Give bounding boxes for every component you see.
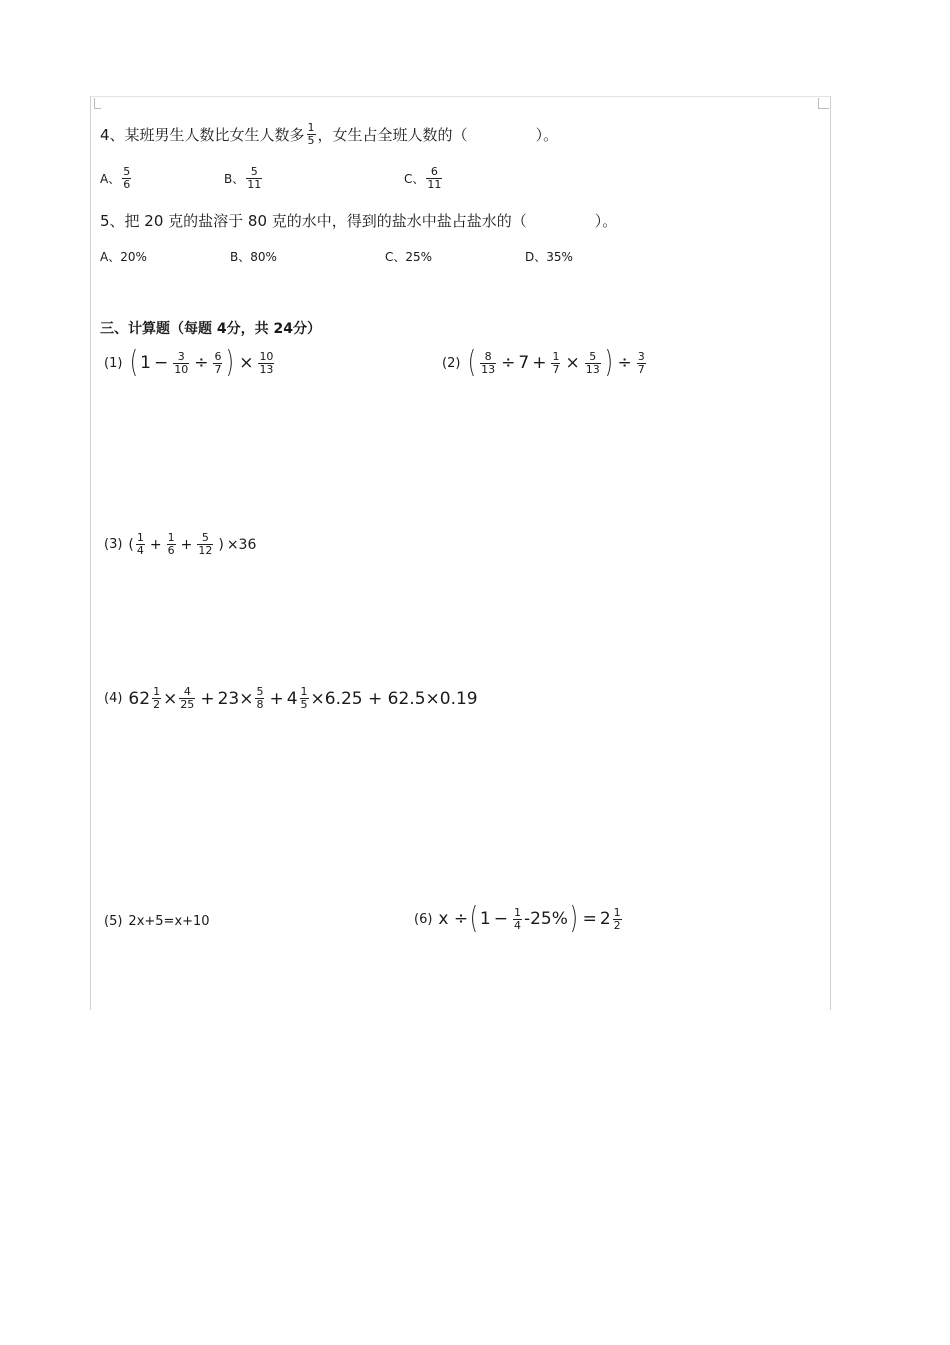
- question-4: [100, 122, 558, 147]
- problem-2: (2) ( $\frac{8}{13}$ ÷ 7 + $\frac{1}{7}$ × $\frac{5}{13}$ ) ÷ $\frac{3}{7}$: [442, 345, 645, 380]
- q4-text-after: ，女生占全班人数的（: [317, 126, 468, 144]
- problem-3: (3) ( $\frac{1}{4}$ + $\frac{1}{6}$ + $\frac{5}{12}$ ) ×36: [104, 531, 257, 557]
- q4-option-a[interactable]: A、 $\frac{5}{6}$: [100, 165, 131, 191]
- margin-corner-mark-right: [818, 98, 829, 109]
- q4-text-before: 4、某班男生人数比女生人数多: [100, 126, 305, 144]
- q5-text: 5、把 20 克的盐溶于 80 克的水中，得到的盐水中盐占盐水的（: [100, 212, 527, 230]
- q5-blank-end: ）。: [594, 212, 618, 230]
- q5-option-d[interactable]: D、35%: [525, 250, 573, 264]
- section-3-heading: 三、计算题（每题 4分，共 24分）: [100, 321, 321, 337]
- q4-option-c[interactable]: C、 $\frac{6}{11}$: [404, 165, 442, 191]
- question-5: [100, 210, 617, 231]
- problem-5: (5) 2x+5=x+10: [104, 914, 210, 929]
- q4-blank-end: ）。: [535, 126, 559, 144]
- page-border-top: [90, 96, 831, 97]
- q4-option-b[interactable]: B、 $\frac{5}{11}$: [224, 165, 262, 191]
- q4-fraction: $\frac{1}{5}$: [307, 121, 315, 147]
- page-border-right: [830, 96, 831, 1010]
- margin-corner-mark-left: [94, 98, 101, 109]
- page-border-left: [90, 96, 91, 1010]
- q5-option-c[interactable]: C、25%: [385, 250, 433, 264]
- problem-4: (4) 62 $\frac{1}{2}$ × $\frac{4}{25}$ + 23 × $\frac{5}{8}$ + 4 $\frac{1}{5}$ ×6.25 + 62.5×0.19: [104, 685, 478, 711]
- problem-1: (1) ( 1 − $\frac{3}{10}$ ÷ $\frac{6}{7}$ ) × $\frac{10}{13}$: [104, 345, 274, 380]
- problem-6: (6) x ÷ ( 1 − $\frac{1}{4}$ -25% ) = 2 $\frac{1}{2}$: [414, 901, 621, 936]
- q5-option-b[interactable]: B、80%: [230, 250, 277, 264]
- q5-option-a[interactable]: A、20%: [100, 250, 147, 264]
